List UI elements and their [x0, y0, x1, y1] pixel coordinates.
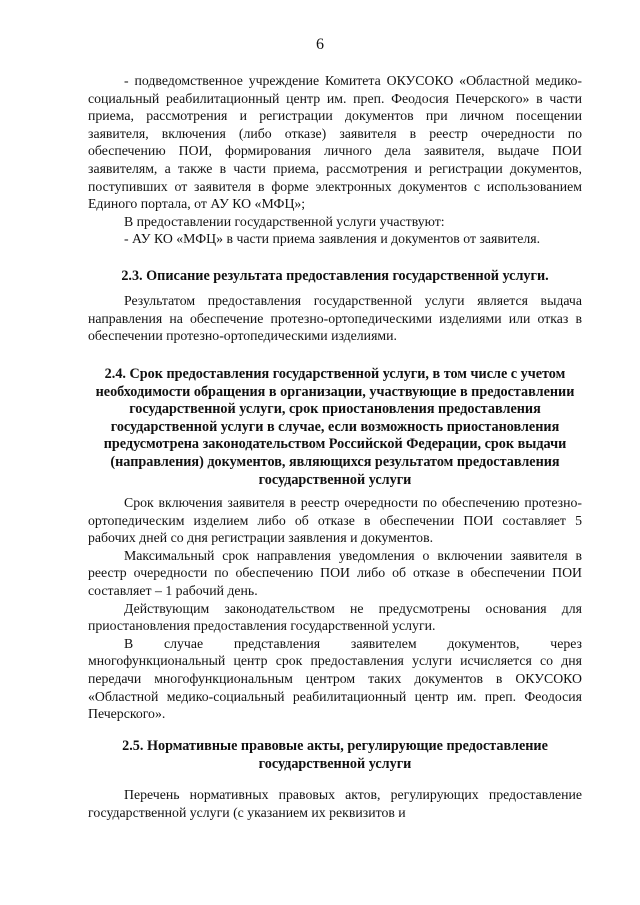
section-2-3-body — [88, 292, 582, 345]
paragraph: - подведомственное учреждение Комитета ОКУСОКО «Областной медико-социальный реабилитационный центр им. преп. Феодосия Печерского» в части приема, рассмотрения и регистрации документов при личном посещении заявителя, включения (либо отказе) заявителя в реестр очередности по обеспечению ПОИ, формирования личного дела заявителя, выдаче ПОИ заявителям, а также в части приема, рассмотрения и регистрации документов, поступивших от заявителя в форме электронных документов с использованием Единого портала, от АУ КО «МФЦ»; — [88, 73, 582, 212]
paragraph: В случае представления заявителем документов, через многофункциональный центр срок предоставления услуги исчисляется со дня передачи многофункциональным центром таких документов в ОКУСОКО «Областной медико-социальный реабилитационный центр им. преп. Феодосия Печерского». — [88, 635, 582, 722]
paragraph: Перечень нормативных правовых актов, регулирующих предоставление государственной услуги (с указанием их реквизитов и — [88, 787, 582, 820]
paragraph: Максимальный срок направления уведомления о включении заявителя в реестр очередности по обеспечению ПОИ либо об отказе в обеспечении ПОИ составляет – 1 рабочий день. — [88, 547, 582, 598]
page-number: 6 — [316, 36, 324, 53]
section-2-4-body — [88, 494, 582, 723]
paragraph: Срок включения заявителя в реестр очередности по обеспечению протезно-ортопедическим изделием либо об отказе в обеспечении ПОИ составляет 5 рабочих дней со дня регистрации заявления и документов. — [88, 495, 582, 546]
paragraph: В предоставлении государственной услуги участвуют: — [124, 213, 445, 229]
section-heading-2-5: 2.5. Нормативные правовые акты, регулирующие предоставление государственной услуги — [122, 738, 548, 772]
section-heading-2-4: 2.4. Срок предоставления государственной услуги, в том числе с учетом необходимости обращения в организации, участвующие в предоставлении государственной услуги, срок приостановления предоставления государственной услуги в случае, если возможность приостановления предусмотрена законодательством Российской Федерации, срок выдачи (направления) документов, являющихся результатом предоставления государственной услуги — [95, 366, 575, 488]
paragraph: Результатом предоставления государственной услуги является выдача направления на обеспечение протезно-ортопедическими изделиями или отказ в обеспечении протезно-ортопедическими изделиями. — [88, 293, 582, 344]
section-2-5-body — [88, 786, 582, 821]
paragraph: Действующим законодательством не предусмотрены основания для приостановления предоставления государственной услуги. — [88, 600, 582, 634]
paragraph: - АУ КО «МФЦ» в части приема заявления и документов от заявителя. — [124, 231, 541, 247]
section-heading-2-3: 2.3. Описание результата предоставления государственной услуги. — [121, 268, 549, 284]
intro-block — [88, 72, 582, 248]
